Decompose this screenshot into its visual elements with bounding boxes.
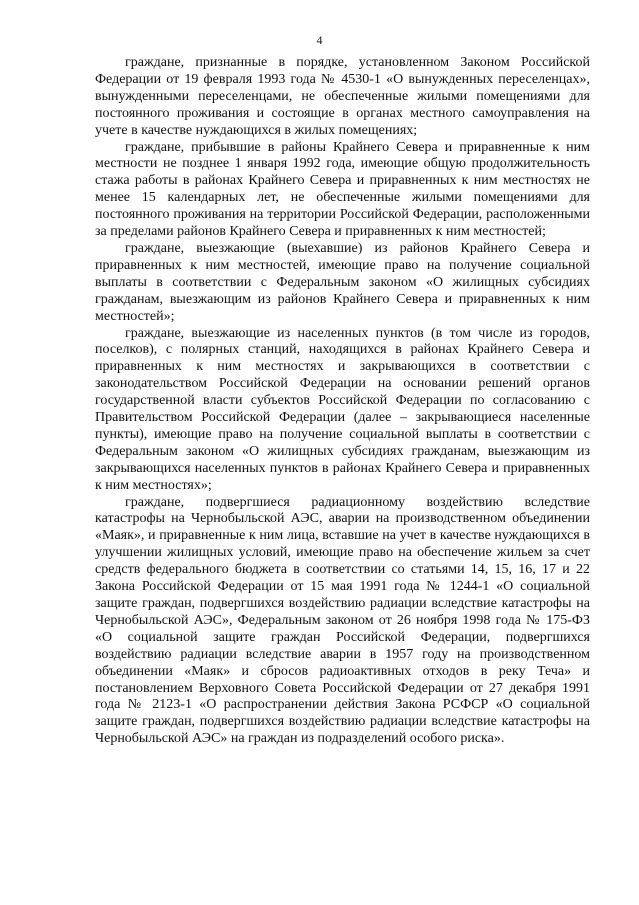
paragraph-radiation-victims: граждане, подвергшиеся радиационному воздействию вследствие катастрофы на Чернобыльской АЭС, аварии на производственном объединении «Маяк», и приравненные к ним лица, вставшие на учет в качестве нуждающихся в улучшении жилищных условий, имеющие право на обеспечение жильем за счет средств федерального бюджета в соответствии со статьями 14, 15, 16, 17 и 22 Закона Российской Федерации от 15 мая 1991 года № 1244-1 «О социальной защите граждан, подвергшихся воздействию радиации вследствие катастрофы на Чернобыльской АЭС», Федеральным законом от 26 ноября 1998 года № 175-ФЗ «О социальной защите граждан Российской Федерации, подвергшихся воздействию радиации вследствие аварии в 1957 году на производственном объединении «Маяк» и сбросов радиоактивных отходов в реку Теча» и постановлением Верховного Совета Российской Федерации от 27 декабря 1991 года № 2123-1 «О распространении действия Закона РСФСР «О социальной защите граждан, подвергшихся воздействию радиации вследствие катастрофы на Чернобыльской АЭС» на граждан из подразделений особого риска».	[95, 494, 590, 747]
paragraph-forced-migrants: граждане, признанные в порядке, установленном Законом Российской Федерации от 19 февраля 1993 года № 4530-1 «О вынужденных переселенцах», вынужденными переселенцами, не обеспеченные жилыми помещениями для постоянного проживания и состоящие в органах местного самоуправления на учете в качестве нуждающихся в жилых помещениях;	[95, 55, 590, 138]
paragraph-closing-settlements: граждане, выезжающие из населенных пунктов (в том числе из городов, поселков), с полярных станций, находящихся в районах Крайнего Севера и приравненных к ним местностях и закрывающихся в соответствии с законодательством Российской Федерации на основании решений органов государственной власти субъектов Российской Федерации по согласованию с Правительством Российской Федерации (далее – закрывающиеся населенные пункты), имеющие право на получение социальной выплаты в соответствии с Федеральным законом «О жилищных субсидиях гражданам, выезжающим из закрывающихся населенных пунктов в районах Крайнего Севера и приравненных к ним местностях»;	[95, 325, 590, 493]
paragraph-far-north-arrivals: граждане, прибывшие в районы Крайнего Севера и приравненные к ним местности не позднее 1 января 1992 года, имеющие общую продолжительность стажа работы в районах Крайнего Севера и приравненных к ним местностях не менее 15 календарных лет, не обеспеченные жилыми помещениями для постоянного проживания на территории Российской Федерации, расположенными за пределами районов Крайнего Севера и приравненных к ним местностей;	[95, 139, 590, 240]
page-number: 4	[316, 33, 323, 47]
document-body	[95, 55, 590, 748]
paragraph-far-north-leaving: граждане, выезжающие (выехавшие) из районов Крайнего Севера и приравненных к ним местностей, имеющие право на получение социальной выплаты в соответствии с Федеральным законом «О жилищных субсидиях гражданам, выезжающим из районов Крайнего Севера и приравненных к ним местностей»;	[95, 240, 590, 324]
